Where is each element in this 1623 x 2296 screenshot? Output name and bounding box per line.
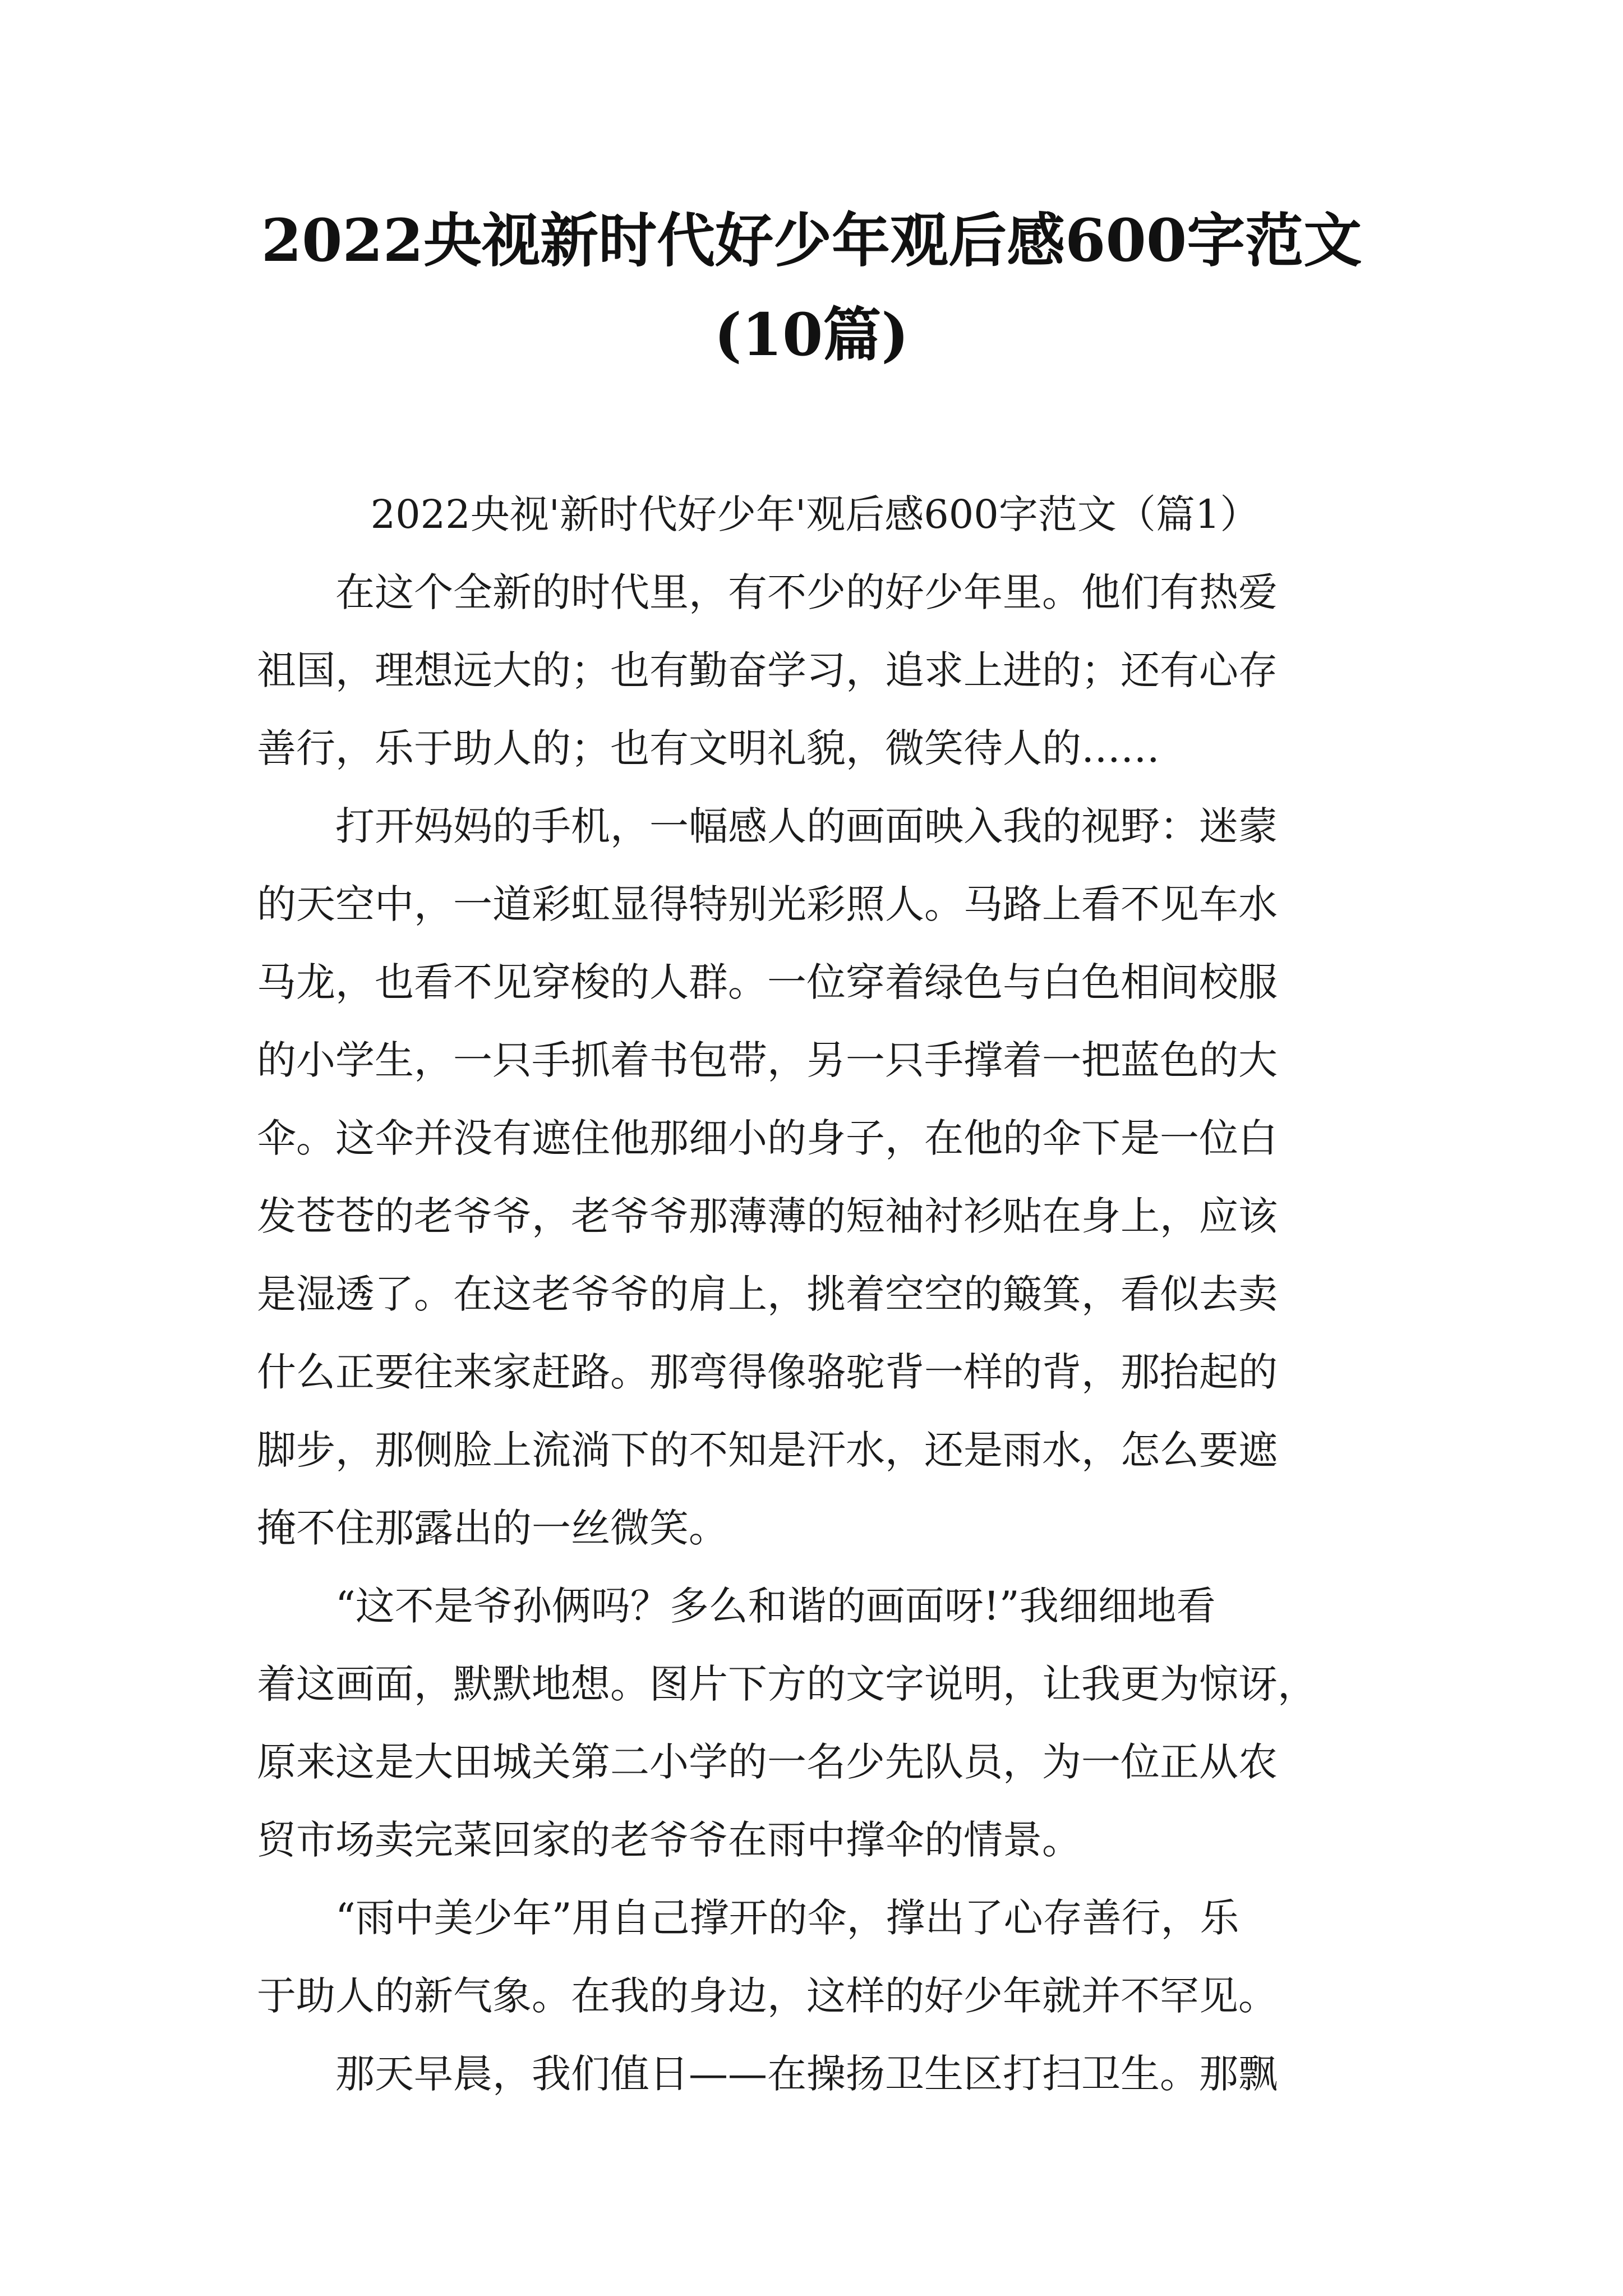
text-line: 原来这是大田城关第二小学的一名少先队员，为一位正从农 [257,1739,1278,1785]
text-line: 是湿透了。在这老爷爷的肩上，挑着空空的簸箕，看似去卖 [257,1271,1278,1317]
text-line: 那天早晨，我们值日——在操扬卫生区打扫卫生。那飘 [335,2051,1278,2097]
paragraph-lines [257,554,1373,2113]
text-line: 的天空中，一道彩虹显得特别光彩照人。马路上看不见车水 [257,881,1278,927]
text-line: 的小学生，一只手抓着书包带，另一只手撑着一把蓝色的大 [257,1037,1278,1083]
title-line-1: 2022央视新时代好少年观后感600字范文 [261,206,1362,275]
text-line: 于助人的新气象。在我的身边，这样的好少年就并不罕见。 [257,1973,1278,2019]
text-line: 伞。这伞并没有遮住他那细小的身子，在他的伞下是一位白 [257,1115,1278,1161]
text-line: 贸市场卖完菜回家的老爷爷在雨中撑伞的情景。 [257,1817,1081,1863]
text-line: 打开妈妈的手机，一幅感人的画面映入我的视野：迷蒙 [335,803,1278,849]
text-line: 掩不住那露出的一丝微笑。 [257,1505,728,1551]
text-line: 着这画面，默默地想。图片下方的文字说明，让我更为惊讶， [257,1661,1317,1707]
section-heading: 2022央视'新时代好少年'观后感600字范文（篇1） [370,491,1260,537]
text-line: 祖国，理想远大的；也有勤奋学习，追求上进的；还有心存 [257,647,1278,693]
text-line: “雨中美少年”用自己撑开的伞，撑出了心存善行，乐 [335,1895,1239,1941]
document-body [257,476,1373,2113]
text-line: “这不是爷孙俩吗？多么和谐的画面呀!”我细细地看 [335,1583,1216,1629]
document-title [0,194,1623,382]
title-line-2: (10篇) [714,300,909,369]
text-line: 脚步，那侧脸上流淌下的不知是汗水，还是雨水，怎么要遮 [257,1427,1278,1473]
text-line: 马龙，也看不见穿梭的人群。一位穿着绿色与白色相间校服 [257,959,1278,1005]
text-line: 发苍苍的老爷爷，老爷爷那薄薄的短袖衬衫贴在身上，应该 [257,1193,1278,1239]
text-line: 在这个全新的时代里，有不少的好少年里。他们有热爱 [335,569,1278,615]
text-line: 什么正要往来家赶路。那弯得像骆驼背一样的背，那抬起的 [257,1349,1278,1395]
text-line: 善行，乐于助人的；也有文明礼貌，微笑待人的…… [257,725,1160,771]
